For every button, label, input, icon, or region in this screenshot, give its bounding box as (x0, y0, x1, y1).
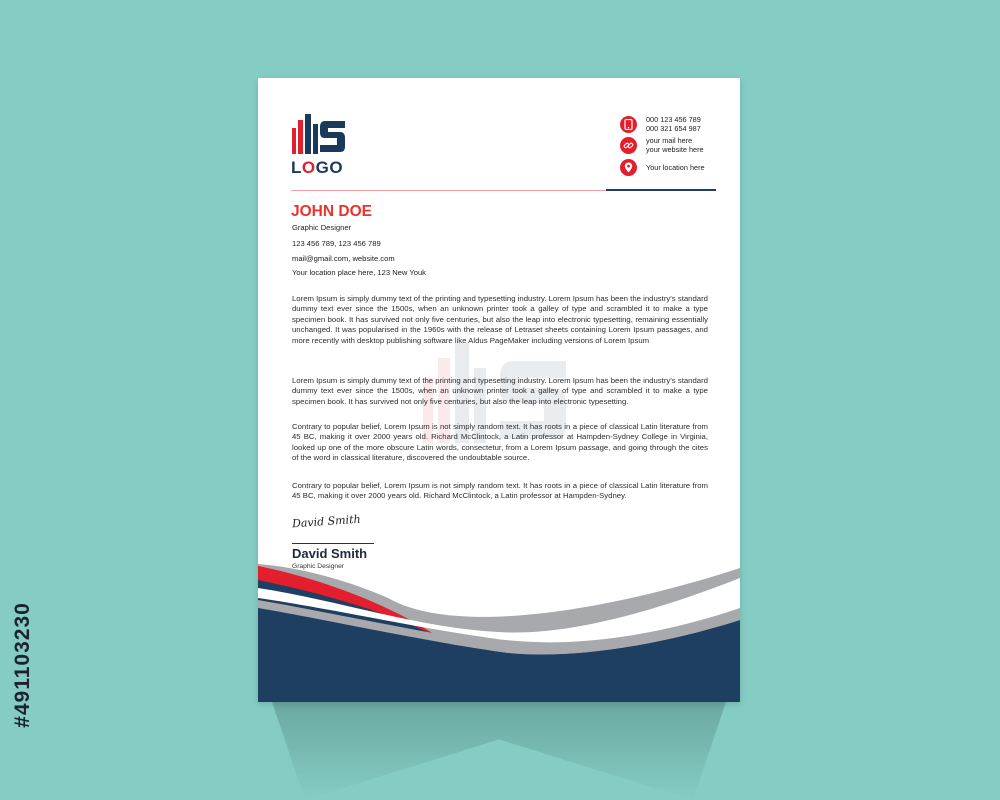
contact-mail-line: your mail here (646, 136, 693, 145)
link-icon (620, 137, 637, 154)
location-pin-icon (620, 159, 637, 176)
logo-building-icon (291, 114, 346, 154)
letterhead-page (258, 78, 740, 702)
header-divider-navy (606, 189, 716, 191)
signature-script: David Smith (291, 512, 362, 531)
sender-title: Graphic Designer (292, 223, 352, 232)
contact-phone-line-2: 000 321 654 987 (646, 124, 701, 133)
logo-text-go: GO (315, 158, 344, 177)
body-paragraph-2: Lorem Ipsum is simply dummy text of the printing and typesetting industry. Lorem Ipsum has been the industry's standard dummy text ever since the 1500s, when an unknown printer took a galley of type and scrambled it to make a type specimen book. It has survived not only five centuries, but also the leap into electronic typesetting. (292, 376, 708, 406)
contact-location (620, 159, 705, 176)
body-paragraph-3: Contrary to popular belief, Lorem Ipsum is not simply random text. It has roots in a piece of classical Latin literature from 45 BC, making it over 2000 years old. Richard McClintock, a Latin professor at Hampden-Sydney College in Virginia, looked up one of the more obscure Latin words, consectetur, from a Lorem Ipsum passage, and going through the cites of the word in classical literature, discovered the undoubtable source. (292, 422, 708, 463)
contact-web-line: your website here (646, 145, 704, 154)
page-shadow (268, 690, 730, 800)
contact-location-line: Your location here (646, 163, 705, 172)
signer-name: David Smith (292, 546, 368, 561)
sender-phone: 123 456 789, 123 456 789 (292, 239, 381, 248)
contact-phone-line-1: 000 123 456 789 (646, 115, 701, 124)
sender-email-web: mail@gmail.com, website.com (292, 254, 395, 263)
footer-wave-decoration (258, 558, 740, 702)
header-divider-red (291, 190, 606, 191)
logo-text-o: O (301, 158, 316, 177)
stock-id-label (6, 565, 40, 765)
signer-title: Graphic Designer (292, 563, 345, 570)
body-paragraph-4: Contrary to popular belief, Lorem Ipsum is not simply random text. It has roots in a piece of classical Latin literature from 45 BC, making it over 2000 years old. Richard McClintock, a Latin professor at Hampden-Sydney. (292, 481, 708, 501)
sender-name: JOHN DOE (291, 203, 372, 220)
logo-text-l: L (291, 158, 302, 177)
logo-wordmark (291, 158, 343, 178)
body-paragraph-1: Lorem Ipsum is simply dummy text of the printing and typesetting industry. Lorem Ipsum has been the industry's standard dummy text ever since the 1500s, when an unknown printer took a galley of type and scrambled it to make a type specimen book. It has survived not only five centuries, but also the leap into electronic typesetting, remaining essentially unchanged. It was popularised in the 1960s with the release of Letraset sheets containing Lorem Ipsum passages, and more recently with desktop publishing software like Aldus PageMaker including versions of Lorem Ipsum (292, 294, 708, 345)
signature-line (292, 543, 374, 544)
contact-phone (620, 115, 701, 133)
stock-id-text: #491103230 (11, 602, 35, 728)
sender-address: Your location place here, 123 New Youk (292, 268, 426, 277)
contact-mail-web (620, 136, 704, 154)
phone-icon (620, 116, 637, 133)
